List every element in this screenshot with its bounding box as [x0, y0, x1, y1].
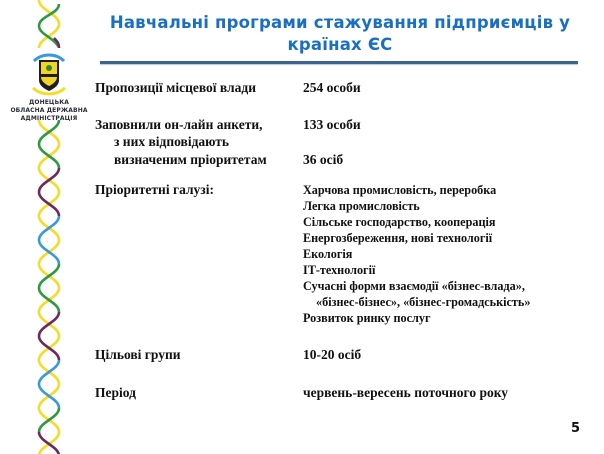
filled-value: 133 особи: [303, 117, 361, 132]
target-groups-value: 10-20 осіб: [303, 347, 362, 362]
sector-item: Розвиток ринку послуг: [303, 311, 431, 325]
org-name-line3: АДМІНІСТРАЦІЯ: [20, 115, 78, 122]
proposals-value: 254 особи: [303, 80, 361, 95]
title-line1: Навчальні програми стажування підприємців у: [109, 13, 571, 32]
title-line2: країнах ЄС: [287, 35, 393, 54]
sector-item: Харчова промисловість, переробка: [303, 183, 497, 197]
sector-item: Екологія: [303, 247, 353, 261]
org-name-line2: ОБЛАСНА ДЕРЖАВНА: [10, 107, 88, 114]
period-label: Період: [95, 385, 136, 400]
sectors-list: [303, 182, 530, 326]
filled-sub-label-2: визначеним пріоритетам: [114, 152, 267, 167]
sector-item: ІТ-технології: [303, 263, 376, 277]
proposals-label: Пропозиції місцевої влади: [95, 80, 256, 95]
sector-item: Енергозбереження, нові технології: [303, 231, 493, 245]
organization-name: [0, 99, 98, 123]
page-title: [100, 12, 580, 56]
filled-sub-label-1: з них відповідають: [114, 134, 230, 149]
target-groups-label: Цільові групи: [95, 347, 181, 362]
priority-match-value: 36 осіб: [303, 152, 344, 167]
filled-label: Заповнили он-лайн анкети,: [95, 117, 263, 132]
sector-item-continuation: «бізнес-бізнес», «бізнес-громадськість»: [316, 295, 531, 309]
sector-item: Легка промисловість: [303, 199, 420, 213]
sector-item: Сучасні форми взаємодії «бізнес-влада»,: [303, 279, 525, 293]
period-value: червень-вересень поточного року: [303, 385, 509, 400]
page-number: 5: [571, 421, 581, 436]
title-divider: [100, 61, 578, 64]
org-name-line1: ДОНЕЦЬКА: [28, 99, 70, 106]
sectors-label: Пріоритетні галузі:: [95, 182, 214, 197]
sector-item: Сільське господарство, кооперація: [303, 215, 496, 229]
coat-of-arms-icon: [28, 52, 70, 98]
